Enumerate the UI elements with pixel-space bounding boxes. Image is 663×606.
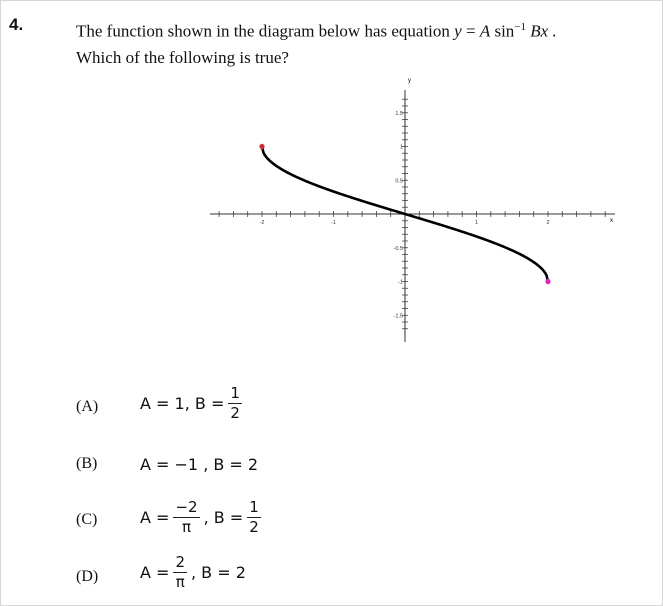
option-c-a-prefix: A = (140, 508, 170, 527)
eq-equals: = (465, 21, 476, 41)
option-d-a-fraction (173, 555, 187, 590)
eq-sin: sin (494, 21, 515, 41)
eq-a: A (479, 21, 491, 41)
x-tick-label: 2 (546, 220, 550, 226)
option-c-a-denominator: π (181, 518, 192, 536)
option-c-b-numerator: 1 (249, 498, 259, 516)
stem-line-2: Which of the following is true? (76, 47, 289, 67)
option-c-b-prefix: , B = (203, 508, 244, 527)
option-c-label: (C) (76, 511, 98, 528)
option-d-a-denominator: π (175, 573, 185, 591)
option-c-b-fraction (247, 500, 261, 535)
option-a-prefix: A = 1, B = (140, 394, 225, 413)
y-tick-label: 1 (399, 144, 403, 151)
option-a-label: (A) (76, 398, 99, 415)
stem-line-1 (76, 14, 557, 45)
y-tick-label: 1.5 (395, 110, 403, 117)
option-d-b-part: , B = 2 (190, 563, 246, 582)
question-stem (76, 14, 557, 71)
option-d-a-prefix: A = (140, 563, 170, 582)
eq-bx: Bx . (530, 21, 557, 41)
option-d-label: (D) (76, 568, 99, 585)
eq-y: y (454, 21, 462, 41)
option-c-a-fraction (173, 500, 199, 535)
question-number: 4. (9, 15, 24, 34)
option-c-expression (140, 500, 265, 535)
y-tick-label: -1.5 (393, 313, 403, 320)
y-axis-label: y (408, 78, 411, 84)
option-b-label: (B) (76, 455, 98, 472)
x-tick-label: -2 (259, 220, 265, 226)
option-a-b-numerator: 1 (230, 384, 240, 402)
option-a-expression (140, 386, 246, 421)
x-tick-label: 1 (474, 220, 479, 226)
stem-text: The function shown in the diagram below has equation (76, 21, 450, 41)
option-c-b-denominator: 2 (249, 518, 259, 536)
option-d-expression (140, 555, 246, 590)
option-a-b-fraction (228, 386, 242, 421)
x-tick-label: -1 (331, 220, 336, 226)
x-axis-label: x (610, 218, 613, 224)
left-endpoint-marker (259, 144, 264, 149)
option-c-a-numerator: −2 (175, 498, 198, 516)
eq-inverse-exponent: −1 (514, 21, 527, 33)
y-tick-labels (394, 111, 403, 320)
y-tick-label: -0.5 (393, 245, 403, 252)
function-graph (200, 70, 630, 350)
y-tick-label: 0.5 (395, 178, 403, 185)
option-d-a-numerator: 2 (175, 553, 185, 571)
y-tick-label: -1 (398, 279, 403, 286)
option-a-b-denominator: 2 (230, 404, 240, 422)
option-b-expression: A = −1 , B = 2 (140, 455, 259, 474)
right-endpoint-marker (545, 279, 550, 284)
